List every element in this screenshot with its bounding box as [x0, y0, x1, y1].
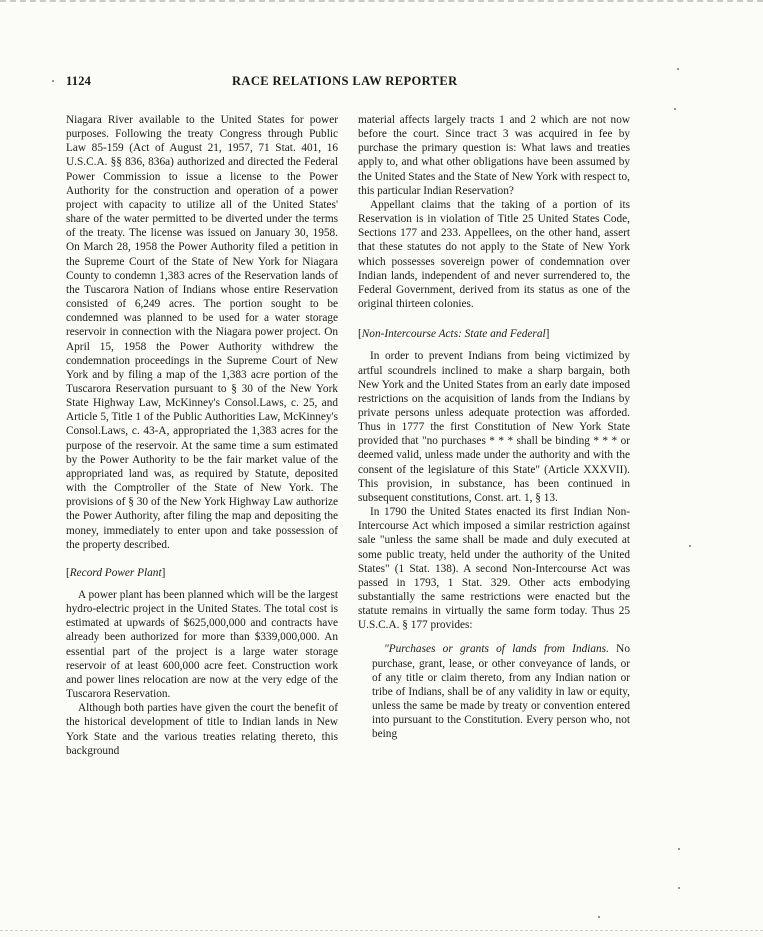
paragraph: material affects largely tracts 1 and 2 which are not now before the court. Since tract 3 was acquired in fee by purchase the primary question is: What laws and treaties apply to, and what other obligations have been assumed by the United States and the State of New York with respect to, this particular Indian Reservation? [358, 114, 630, 197]
statute-quote [372, 642, 630, 741]
paragraph: In order to prevent Indians from being victimized by artful scoundrels inclined to make a sharp bargain, both New York and the United States from an early date imposed restrictions on the acquisition of lands from the Indians by private persons unless adequate protection was afforded. Thus in 1777 the first Constitution of New York State provided that "no purchases * * * shall be binding * * * or deemed valid, unless made under the authority and with the consent of the legislature of this State" (Article XXXVII). This provision, in substance, has been continued in subsequent constitutions, Const. art. 1, § 13. [358, 350, 630, 504]
scan-speck [678, 887, 680, 889]
scan-speck [598, 916, 600, 918]
scan-speck [674, 108, 676, 110]
paragraph: In 1790 the United States enacted its first Indian Non-Intercourse Act which imposed a similar restriction against sale "unless the same shall be made and duly executed at some public treaty, held under the authority of the United States" (1 Stat. 138). A second Non-Intercourse Act was passed in 1793, 1 Stat. 329. Other acts embodying substantially the same restrictions were enacted but the statute remains in virtually the same form today. Thus 25 U.S.C.A. § 177 provides: [358, 506, 630, 632]
right-column [358, 113, 630, 742]
statute-quote-body: No purchase, grant, lease, or other conveyance of lands, or of any title or claim thereto, from any Indian nation or tribe of Indians, shall be of any validity in law or equity, unless the same be made by treaty or convention entered into pursuant to the Constitution. Every person who, not being [372, 643, 630, 741]
paragraph: Niagara River available to the United States for power purposes. Following the treaty Congress through Public Law 85-159 (Act of August 21, 1957, 71 Stat. 401, 16 U.S.C.A. §§ 836, 836a) authorized and directed the Federal Power Commission to issue a license to the Power Authority for the construction and operation of a power project with capacity to utilize all of the United States' share of the water permitted to be diverted under the terms of the treaty. The license was issued on January 30, 1958. On March 28, 1958 the Power Authority filed a petition in the Supreme Court of the State of New York for Niagara County to condemn 1,383 acres of the Reservation lands of the Tuscarora Nation of Indians whose entire Reservation consisted of 6,249 acres. The portion sought to be condemned was planned to be used for a water storage reservoir in connection with the Niagara power project. On April 15, 1958 the Power Authority withdrew the condemnation proceedings in the Supreme Court of New York and by filing a map of the 1,383 acre portion of the Tuscarora Reservation pursuant to § 30 of the New York State Highway Law, McKinney's Consol.Laws, c. 25, and Article 5, Title 1 of the Public Authorities Law, McKinney's Consol.Laws, c. 43-A, appropriated the 1,383 acres for the purpose of the reservoir. At the same time a sum estimated by the Power Authority to be the fair market value of the appropriated land was, as required by Statute, deposited with the Comptroller of the State of New York. The provisions of § 30 of the New York Highway Law authorize the Power Authority, after filing the map and depositing the money, immediately to enter upon and take possession of the property described. [66, 114, 338, 551]
left-column [66, 113, 338, 758]
page-number: 1124 [66, 74, 92, 88]
section-heading-text: Record Power Plant [69, 566, 162, 579]
scan-speck [689, 545, 691, 547]
scan-speck [52, 80, 54, 82]
scan-speck [677, 68, 679, 70]
paragraph: A power plant has been planned which will be the largest hydro-electric project in the United States. The total cost is estimated at upwards of $625,000,000 and contracts have already been authorized for more than $339,000,000. An essential part of the project is a large water storage reservoir of at least 600,000 acre feet. Construction work and power lines relocation are now at the very edge of the Tuscarora Reservation. [66, 589, 338, 701]
paragraph: Appellant claims that the taking of a portion of its Reservation is in violation of Title 25 United States Code, Sections 177 and 233. Appellees, on the other hand, assert that these statutes do not apply to the State of New York which possesses sovereign power of condemnation over Indian lands, independent of and never surrendered to, the Federal Government, derived from its status as one of the original thirteen colonies. [358, 198, 630, 311]
section-heading-text: Non-Intercourse Acts: State and Federal [361, 328, 546, 341]
section-heading: [Record Power Plant] [66, 566, 166, 579]
running-header [66, 74, 666, 90]
statute-quote-lead: "Purchases or grants of lands from Indians. [384, 643, 609, 656]
scan-speck [678, 848, 680, 850]
journal-title: RACE RELATIONS LAW REPORTER [232, 74, 458, 88]
paragraph: Although both parties have given the court the benefit of the historical development of title to Indian lands in New York State and the various treaties relating thereto, this background [66, 702, 338, 757]
page-bottom-edge [0, 930, 763, 931]
page-top-edge [0, 0, 763, 2]
section-heading: [Non-Intercourse Acts: State and Federal] [358, 328, 550, 341]
